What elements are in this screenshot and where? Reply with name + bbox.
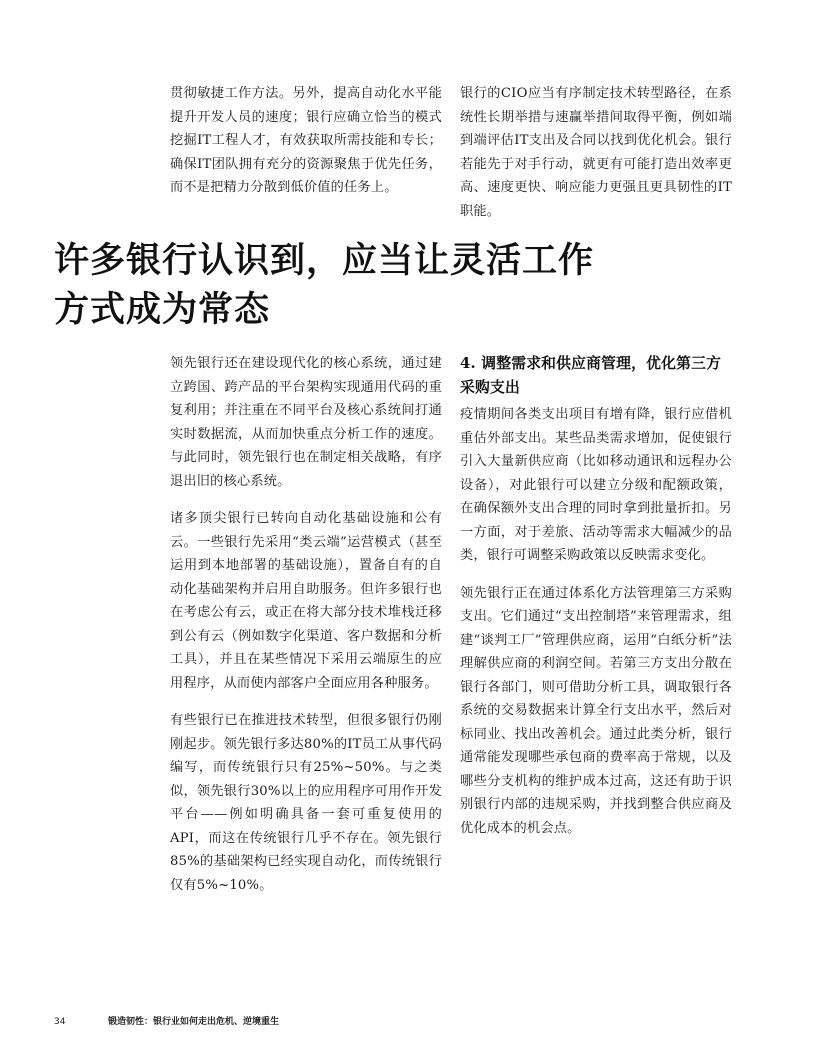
headline-line-1: 许多银行认识到，应当让灵活工作 xyxy=(54,240,595,281)
continuation-paragraph-right: 银行的CIO应当有序制定技术转型路径，在系统性长期举措与速赢举措间取得平衡，例如端到端评估IT支出及合同以找到优化机会。银行若能先于对手行动，就更有可能打造出效率更高、速度更快、响应能力更强且更具韧性的IT职能。 xyxy=(460,86,732,219)
body-paragraph: 疫情期间各类支出项目有增有降，银行应借机重估外部支出。某些品类需求增加，促使银行引入大量新供应商（比如移动通讯和远程办公设备），对此银行可以建立分级和配额政策，在确保额外支出合理的同时拿到批量折扣。另一方面，对于差旅、活动等需求大幅减少的品类，银行可调整采购政策以反映需求变化。 xyxy=(460,407,732,563)
page-footer xyxy=(54,1014,279,1027)
publication-title: 锻造韧性：银行业如何走出危机、逆境重生 xyxy=(108,1017,280,1027)
top-left-continuation xyxy=(170,82,442,200)
body-paragraph: 诸多顶尖银行已转向自动化基础设施和公有云。一些银行先采用“类云端”运营模式（甚至运用到本地部署的基础设施），置备自有的自动化基础架构并启用自助服务。但许多银行也在考虑公有云，或正在将大部分技术堆栈迁移到公有云（例如数字化渠道、客户数据和分析工具），并且在某些情况下采用云端原生的应用程序，从而使内部客户全面应用各种服务。 xyxy=(170,511,442,691)
right-body-column xyxy=(460,352,732,840)
body-paragraph: 有些银行已在推进技术转型，但很多银行仍刚刚起步。领先银行多达80%的IT员工从事代码编写，而传统银行只有25%~50%。与之类似，领先银行30%以上的应用程序可用作开发平台——例如明确具备一套可重复使用的API，而这在传统银行几乎不存在。领先银行85%的基础架构已经实现自动化，而传统银行仅有5%~10%。 xyxy=(170,713,442,893)
subsection-heading: 4. 调整需求和供应商管理，优化第三方采购支出 xyxy=(460,355,722,396)
body-paragraph: 领先银行还在建设现代化的核心系统，通过建立跨国、跨产品的平台架构实现通用代码的重复利用；并注重在不同平台及核心系统间打通实时数据流，从而加快重点分析工作的速度。与此同时，领先银行也在制定相关战略，有序退出旧的核心系统。 xyxy=(170,356,442,489)
section-headline xyxy=(54,236,674,334)
left-body-column xyxy=(170,352,442,897)
body-paragraph: 领先银行正在通过体系化方法管理第三方采购支出。它们通过“支出控制塔”来管理需求，组建“谈判工厂”管理供应商，运用“白纸分析”法理解供应商的利润空间。若第三方支出分散在银行各部门，则可借助分析工具，调取银行各系统的交易数据来计算全行支出水平，然后对标同业、找出改善机会。通过此类分析，银行通常能发现哪些承包商的费率高于常规，以及哪些分支机构的维护成本过高，这还有助于识别银行内部的违规采购，并找到整合供应商及优化成本的机会点。 xyxy=(460,585,732,836)
continuation-paragraph-left: 贯彻敏捷工作方法。另外，提高自动化水平能提升开发人员的速度；银行应确立恰当的模式挖掘IT工程人才，有效获取所需技能和专长；确保IT团队拥有充分的资源聚焦于优先任务，而不是把精力分散到低价值的任务上。 xyxy=(170,86,442,195)
page-number: 34 xyxy=(54,1017,66,1027)
top-right-continuation xyxy=(460,82,732,223)
headline-line-2: 方式成为常态 xyxy=(54,289,271,330)
